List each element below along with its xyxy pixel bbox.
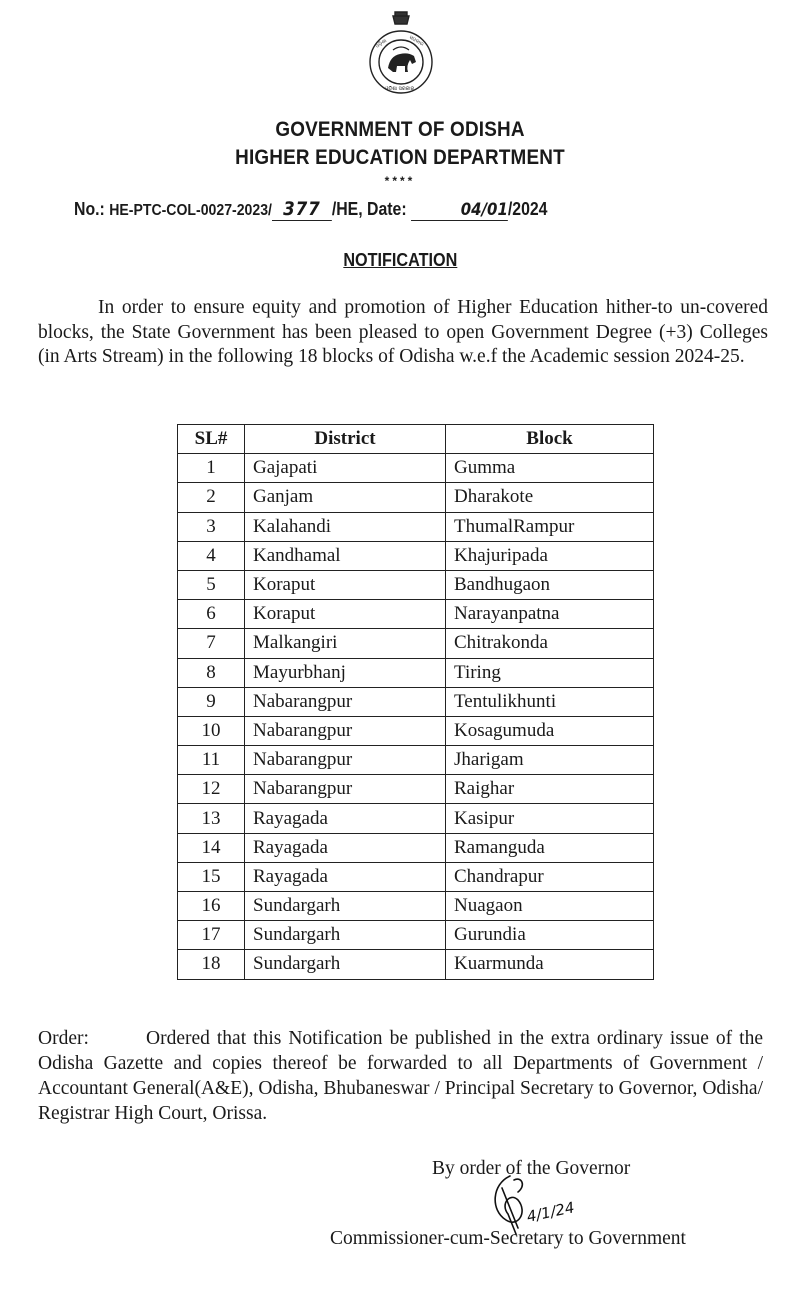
cell-block: Ramanguda [446,833,654,862]
table-row [178,570,654,599]
svg-text:ଓଡ଼ିଶା: ଓଡ଼ିଶା [374,37,388,50]
table-row [178,746,654,775]
table-row [178,541,654,570]
header-district: District [245,425,446,454]
cell-district: Malkangiri [245,629,446,658]
table-row [178,454,654,483]
cell-block: Kasipur [446,804,654,833]
body-paragraph: In order to ensure equity and promotion of Higher Education hither-to un-covered blocks, the State Government has been pleased to open Government Degree (+3) Colleges (in Arts Stream) in the following 18 blocks of Odisha w.e.f the Academic session 2024-25. [38,297,768,367]
cell-block: Khajuripada [446,541,654,570]
reference-suffix: /HE, Date: [331,199,407,219]
table-row [178,950,654,979]
table-row [178,658,654,687]
header-block: Block [446,425,654,454]
table-row [178,833,654,862]
table-row [178,483,654,512]
table-row [178,921,654,950]
cell-district: Kalahandi [245,512,446,541]
cell-sl: 6 [178,600,245,629]
cell-block: Narayanpatna [446,600,654,629]
signatory-designation: Commissioner-cum-Secretary to Government [330,1228,686,1249]
cell-sl: 11 [178,746,245,775]
government-heading: GOVERNMENT OF ODISHA [275,118,525,141]
cell-sl: 1 [178,454,245,483]
cell-district: Nabarangpur [245,716,446,745]
cell-sl: 5 [178,570,245,599]
cell-block: Kuarmunda [446,950,654,979]
cell-sl: 3 [178,512,245,541]
signature-date: 4/1/24 [525,1198,577,1226]
file-number: HE-PTC-COL-0027-2023/ [109,202,272,219]
cell-district: Sundargarh [245,950,446,979]
table-header-row [178,425,654,454]
odisha-state-emblem-icon [363,8,439,96]
table-row [178,512,654,541]
cell-sl: 9 [178,687,245,716]
table-row [178,804,654,833]
order-label: Order: [38,1028,89,1049]
notification-title [0,250,800,271]
cell-sl: 17 [178,921,245,950]
cell-block: Gumma [446,454,654,483]
cell-district: Koraput [245,570,446,599]
handwritten-serial-number: 377 [272,198,332,221]
table-row [178,687,654,716]
cell-block: Kosagumuda [446,716,654,745]
cell-sl: 2 [178,483,245,512]
cell-block: Raighar [446,775,654,804]
cell-sl: 10 [178,716,245,745]
cell-sl: 13 [178,804,245,833]
cell-district: Nabarangpur [245,775,446,804]
cell-sl: 16 [178,892,245,921]
cell-block: Tiring [446,658,654,687]
cell-district: Mayurbhanj [245,658,446,687]
table-row [178,862,654,891]
cell-block: Tentulikhunti [446,687,654,716]
cell-block: Jharigam [446,746,654,775]
department-heading: HIGHER EDUCATION DEPARTMENT [235,146,565,169]
notification-title-text: NOTIFICATION [343,250,457,270]
cell-sl: 8 [178,658,245,687]
by-order-line: By order of the Governor [432,1158,631,1179]
table-row [178,600,654,629]
cell-district: Nabarangpur [245,746,446,775]
table-row [178,775,654,804]
cell-district: Kandhamal [245,541,446,570]
order-text: Ordered that this Notification be published in the extra ordinary issue of the Odisha Gazette and copies thereof be forwarded to all Departments of Government / Accountant General(A&E), Odisha, Bhubaneswar / Principal Secretary to Governor, Odisha/ Registrar High Court, Orissa. [38,1028,763,1124]
cell-sl: 4 [178,541,245,570]
order-paragraph [38,1026,763,1126]
table-row [178,629,654,658]
cell-sl: 18 [178,950,245,979]
table-row [178,716,654,745]
cell-district: Koraput [245,600,446,629]
svg-text:ଓଡ଼ିଶା ସରକାର: ଓଡ଼ିଶା ସରକାର [385,86,415,92]
cell-sl: 15 [178,862,245,891]
table-row [178,892,654,921]
cell-district: Nabarangpur [245,687,446,716]
separator-stars: **** [384,174,416,188]
cell-sl: 12 [178,775,245,804]
handwritten-date: 04/01 [411,200,508,221]
cell-district: Gajapati [245,454,446,483]
date-year: /2024 [507,199,548,219]
svg-text:ସରକାର: ସରକାର [408,34,425,48]
cell-district: Sundargarh [245,892,446,921]
cell-sl: 7 [178,629,245,658]
cell-block: Nuagaon [446,892,654,921]
cell-block: Bandhugaon [446,570,654,599]
cell-block: ThumalRampur [446,512,654,541]
cell-block: Dharakote [446,483,654,512]
cell-district: Rayagada [245,862,446,891]
cell-sl: 14 [178,833,245,862]
reference-prefix: No.: [74,199,105,219]
cell-block: Chitrakonda [446,629,654,658]
cell-district: Rayagada [245,804,446,833]
cell-district: Rayagada [245,833,446,862]
header-sl: SL# [178,425,245,454]
cell-district: Ganjam [245,483,446,512]
cell-block: Chandrapur [446,862,654,891]
cell-district: Sundargarh [245,921,446,950]
reference-line [74,198,672,221]
cell-block: Gurundia [446,921,654,950]
colleges-table [177,424,654,980]
